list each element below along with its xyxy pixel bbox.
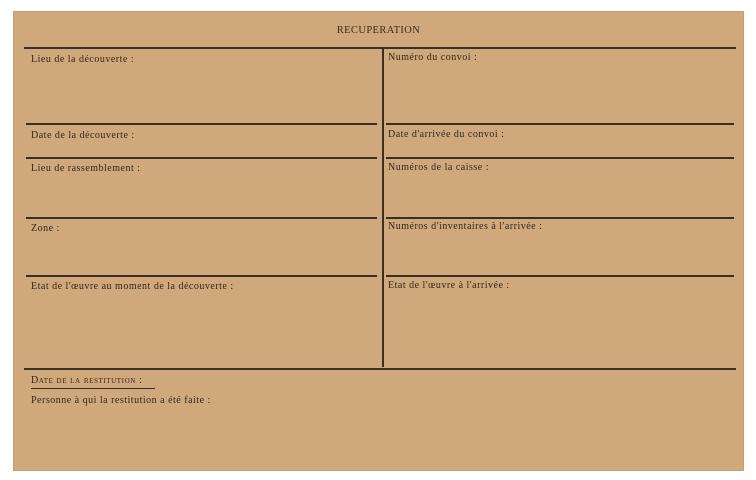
field-personne-restitution: Personne à qui la restitution a été faite :: [31, 395, 211, 406]
field-etat-decouverte: Etat de l'œuvre au moment de la découverte :: [31, 281, 234, 292]
field-zone: Zone :: [31, 223, 60, 234]
right-rule-1: [386, 123, 734, 125]
bottom-rule: [24, 368, 736, 370]
field-date-arrivee-convoi: Date d'arrivée du convoi :: [388, 129, 505, 140]
restitution-underline: [31, 388, 155, 389]
field-numeros-inventaires: Numéros d'inventaires à l'arrivée :: [388, 221, 543, 232]
field-lieu-decouverte: Lieu de la découverte :: [31, 54, 135, 65]
left-rule-3: [26, 217, 377, 219]
field-date-decouverte: Date de la découverte :: [31, 130, 135, 141]
left-rule-4: [26, 275, 377, 277]
right-rule-2: [386, 157, 734, 159]
field-lieu-rassemblement: Lieu de rassemblement :: [31, 163, 141, 174]
field-numeros-caisse: Numéros de la caisse :: [388, 162, 489, 173]
field-etat-arrivee: Etat de l'œuvre à l'arrivée :: [388, 280, 510, 291]
field-date-restitution: Date de la restitution :: [31, 375, 143, 386]
record-card: [13, 11, 744, 471]
left-rule-2: [26, 157, 377, 159]
top-rule: [24, 47, 736, 49]
left-rule-1: [26, 123, 377, 125]
card-title: RECUPERATION: [336, 25, 421, 36]
field-numero-convoi: Numéro du convoi :: [388, 52, 478, 63]
right-rule-3: [386, 217, 734, 219]
right-rule-4: [386, 275, 734, 277]
center-divider: [382, 47, 384, 367]
